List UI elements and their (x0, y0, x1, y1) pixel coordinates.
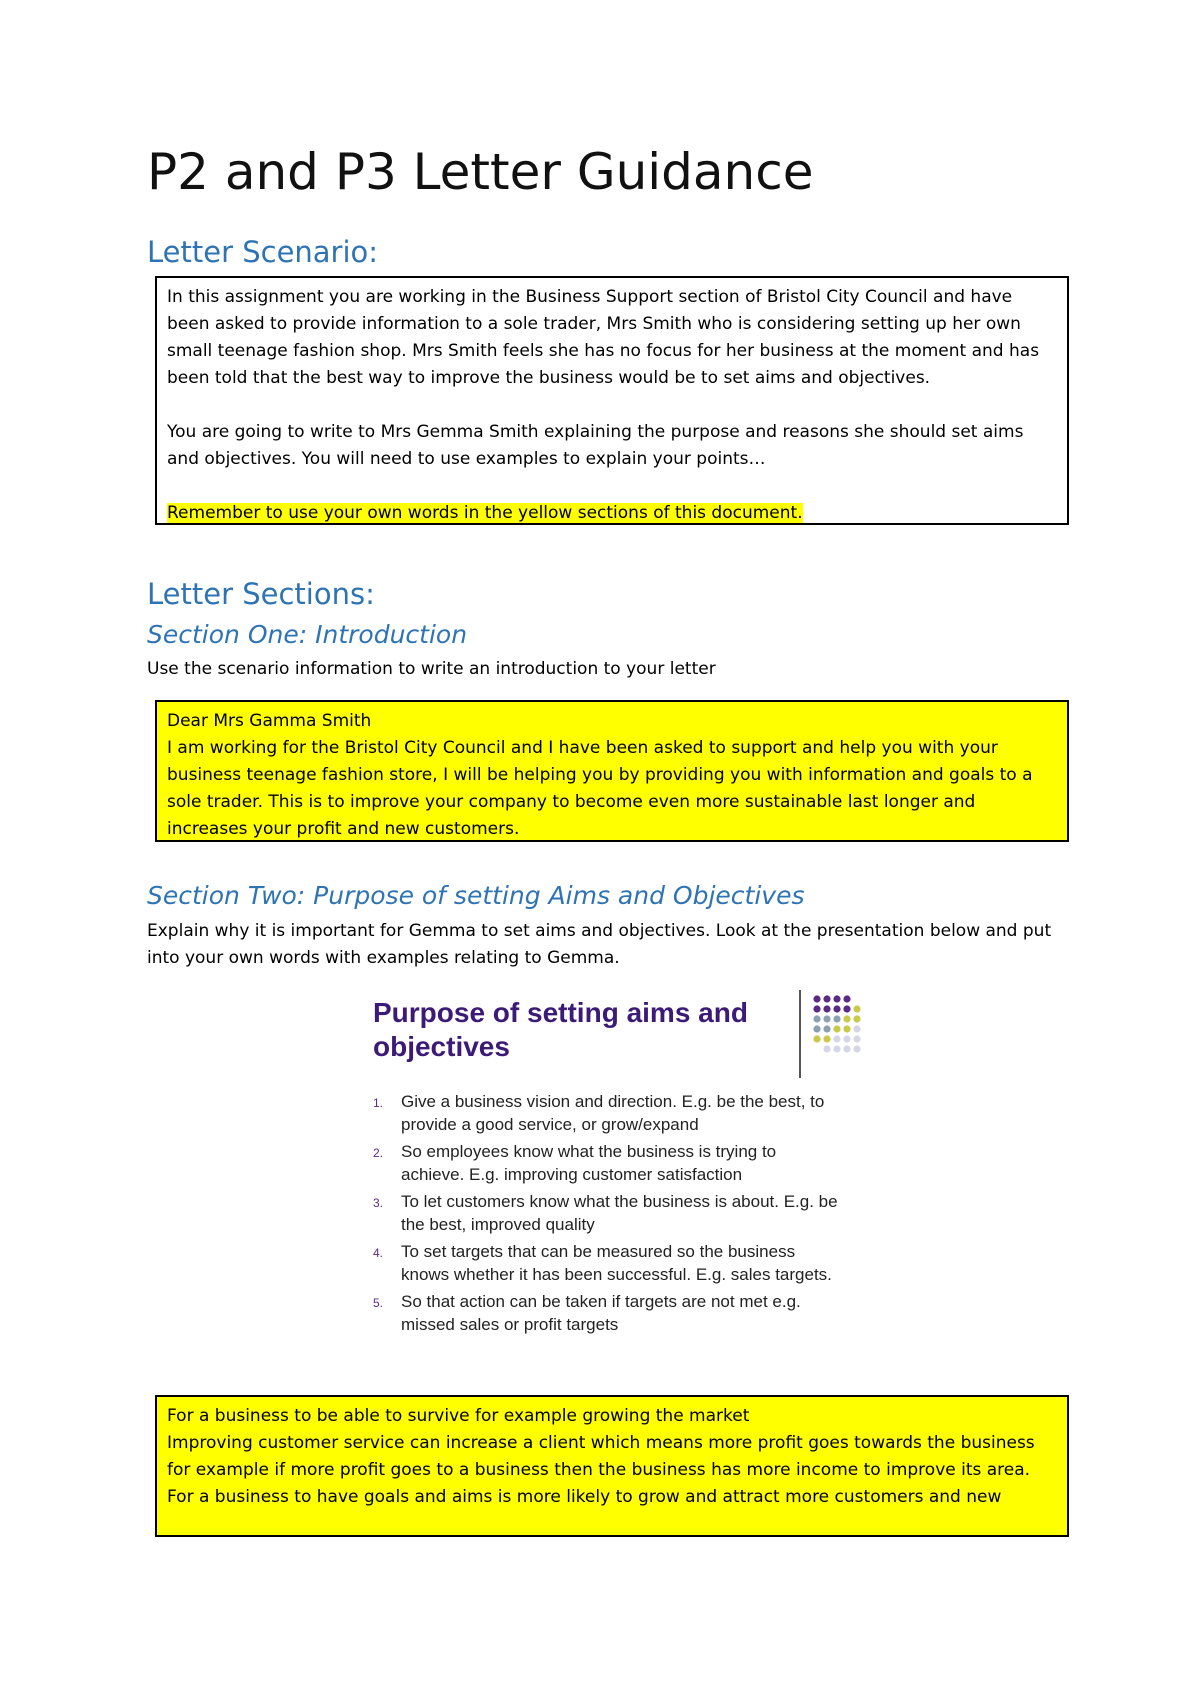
scenario-box (155, 276, 1069, 525)
decorative-dot (813, 1015, 820, 1022)
decorative-dot (853, 1005, 860, 1012)
scenario-reminder: Remember to use your own words in the yellow sections of this document. (167, 503, 803, 523)
slide-list-item: 4. To set targets that can be measured so the business knows whether it has been successful. E.g. sales targets. (373, 1242, 832, 1284)
decorative-dot (853, 1025, 860, 1032)
slide-list-item: 5. So that action can be taken if targets are not met e.g. missed sales or profit targets (373, 1292, 801, 1334)
decorative-dot (843, 1025, 850, 1032)
decorative-dot (833, 1025, 840, 1032)
section-two-answer-line: Improving customer service can increase a client which means more profit goes towards the business for example if more profit goes to a business then the business has more income to improve its area. (167, 1433, 1035, 1480)
decorative-dot (823, 1025, 830, 1032)
decorative-dot (833, 995, 840, 1002)
section-one-heading: Section One: Introduction (147, 620, 468, 649)
section-two-answer-box (155, 1395, 1069, 1537)
sections-heading: Letter Sections: (147, 577, 375, 611)
decorative-dot (813, 1035, 820, 1042)
slide-list-item: 3. To let customers know what the business is about. E.g. be the best, improved quality (373, 1192, 838, 1234)
decorative-dot (833, 1015, 840, 1022)
decorative-dot (843, 1015, 850, 1022)
section-two-answer-line: For a business to have goals and aims is more likely to grow and attract more customers and new (167, 1487, 1002, 1507)
decorative-dot (823, 1005, 830, 1012)
slide-divider (799, 990, 801, 1078)
decorative-dot (843, 1035, 850, 1042)
decorative-dot (853, 1045, 860, 1052)
decorative-dot (833, 1035, 840, 1042)
decorative-dot (853, 1015, 860, 1022)
document-title: P2 and P3 Letter Guidance (147, 143, 814, 201)
decorative-dot (813, 995, 820, 1002)
decorative-dot (843, 1005, 850, 1012)
slide-title: Purpose of setting aims and objectives (373, 997, 748, 1062)
slide-list (373, 1090, 843, 1340)
scenario-heading: Letter Scenario: (147, 235, 379, 269)
slide-list-item: 2. So employees know what the business is trying to achieve. E.g. improving customer satisfaction (373, 1142, 777, 1184)
decorative-dot (823, 1015, 830, 1022)
decorative-dot (843, 1045, 850, 1052)
scenario-paragraph-2: You are going to write to Mrs Gemma Smith explaining the purpose and reasons she should set aims and objectives. You will need to use examples to explain your points… (167, 422, 1024, 469)
dot-pattern-decoration (812, 994, 872, 1074)
decorative-dot (823, 995, 830, 1002)
section-two-answer-line: For a business to be able to survive for example growing the market (167, 1406, 750, 1426)
decorative-dot (813, 1025, 820, 1032)
section-two-heading: Section Two: Purpose of setting Aims and Objectives (147, 881, 805, 910)
scenario-paragraph-1: In this assignment you are working in the Business Support section of Bristol City Council and have been asked to provide information to a sole trader, Mrs Smith who is considering setting up her own small teenage fashion shop. Mrs Smith feels she has no focus for her business at the moment and has been told that the best way to improve the business would be to set aims and objectives. (167, 287, 1040, 388)
section-one-answer-line: Dear Mrs Gamma Smith (167, 711, 372, 731)
presentation-slide-image (350, 990, 870, 1370)
decorative-dot (833, 1045, 840, 1052)
section-one-instruction: Use the scenario information to write an introduction to your letter (147, 659, 716, 679)
section-two-instruction: Explain why it is important for Gemma to set aims and objectives. Look at the presentation below and put into your own words with examples relating to Gemma. (147, 921, 1052, 968)
decorative-dot (823, 1045, 830, 1052)
section-one-answer-line: I am working for the Bristol City Council and I have been asked to support and help you with your business teenage fashion store, I will be helping you by providing you with information and goals to a sole trader. This is to improve your company to become even more sustainable last longer and increases your profit and new customers. (167, 738, 1033, 839)
decorative-dot (853, 1035, 860, 1042)
decorative-dot (823, 1035, 830, 1042)
decorative-dot (843, 995, 850, 1002)
section-one-answer-box (155, 700, 1069, 842)
decorative-dot (833, 1005, 840, 1012)
slide-list-item: 1. Give a business vision and direction. E.g. be the best, to provide a good service, or grow/expand (373, 1092, 825, 1134)
decorative-dot (813, 1005, 820, 1012)
